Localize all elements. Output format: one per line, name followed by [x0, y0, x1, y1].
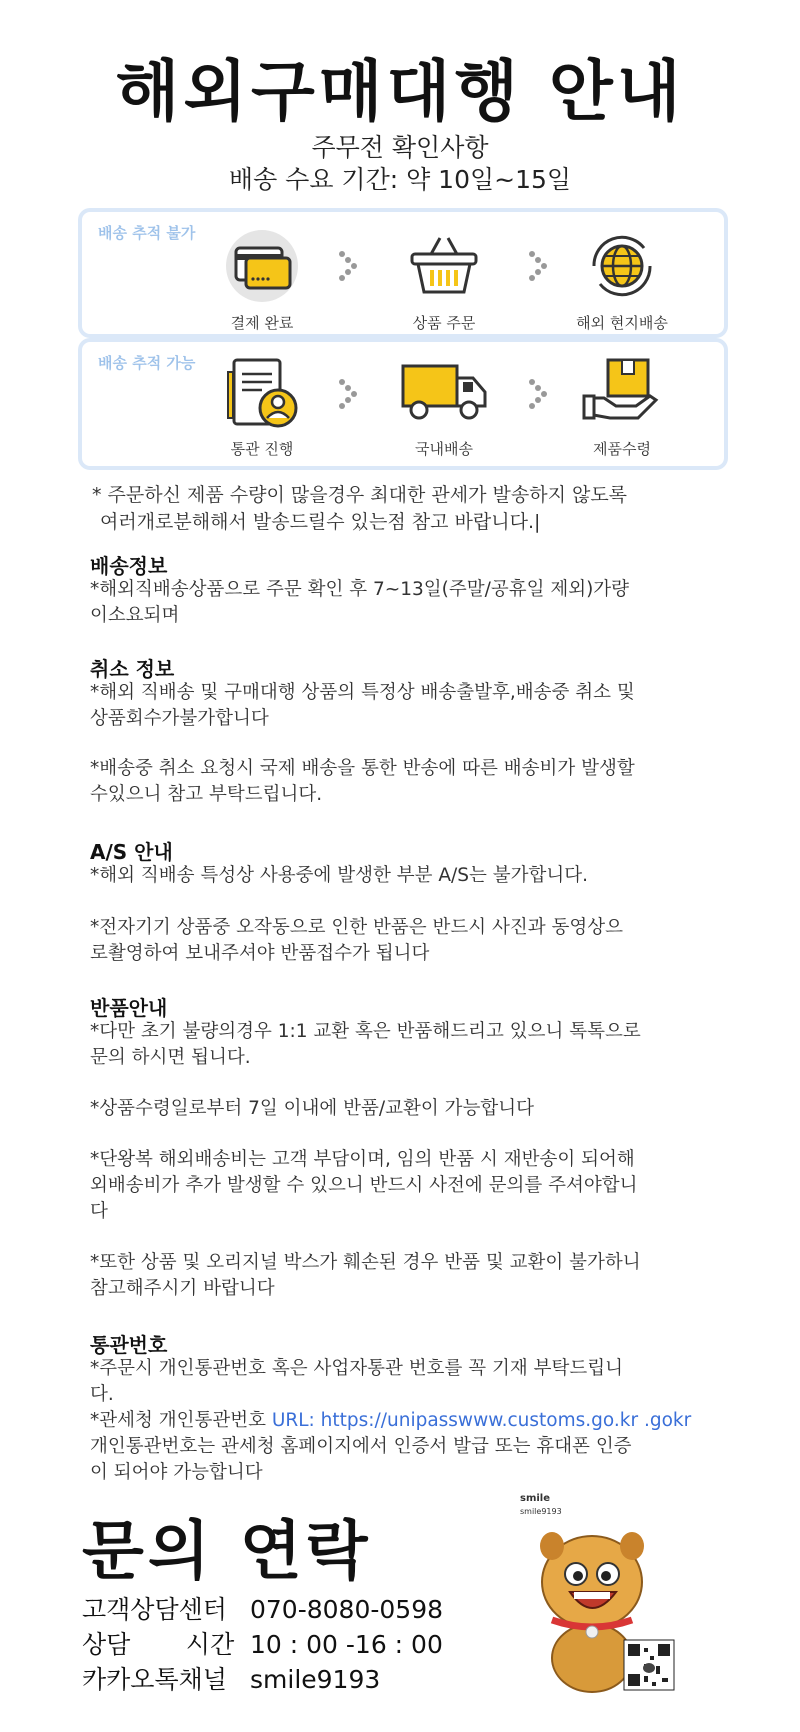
clipboard-person-icon — [222, 352, 302, 432]
process-box-untrackable — [78, 208, 728, 338]
text-line: 다 — [90, 1201, 108, 1222]
step-overseas-shipping — [552, 226, 692, 333]
step-label: 결제 완료 — [230, 314, 294, 332]
step-label: 해외 현지배송 — [576, 314, 668, 332]
text-line: *주문시 개인통관번호 혹은 사업자통관 번호를 꼭 기재 부탁드립니 — [90, 1358, 623, 1379]
contact-title: 문의 연락 — [82, 1515, 372, 1589]
returns-text-4 — [90, 1250, 720, 1302]
step-domestic-shipping — [374, 352, 514, 459]
as-text-2 — [90, 915, 720, 967]
section-title-shipping: 배송정보 — [90, 554, 168, 578]
step-label: 제품수령 — [593, 440, 651, 458]
step-payment — [192, 226, 332, 333]
contact-key: 상담 시간 — [82, 1630, 235, 1659]
customs-url-link[interactable]: URL: https://unipasswww.customs.go.kr .gokr — [271, 1410, 692, 1431]
step-label: 국내배송 — [415, 440, 473, 458]
text-line: *배송중 취소 요청시 국제 배송을 통한 반송에 따른 배송비가 발생할 — [90, 758, 635, 779]
text-line: 참고해주시기 바랍니다 — [90, 1278, 275, 1299]
mascot-character-image — [520, 1488, 720, 1698]
customs-url-line — [90, 1408, 720, 1434]
mascot-tag-name: smile — [520, 1493, 551, 1504]
basket-icon — [404, 226, 484, 306]
step-order — [374, 226, 514, 333]
customs-text — [90, 1356, 720, 1486]
text-line: *해외직배송상품으로 주문 확인 후 7~13일(주말/공휴일 제외)가량 — [90, 579, 630, 600]
quantity-notice — [92, 482, 712, 536]
text-line: *다만 초기 불량의경우 1:1 교환 혹은 반품해드리고 있으니 톡톡으로 — [90, 1021, 641, 1042]
chevron-right-icon — [524, 246, 554, 286]
text-line: 개인통관번호는 관세청 홈페이지에서 인증서 발급 또는 휴대폰 인증 — [90, 1436, 632, 1457]
notice-line: 여러개로분해해서 발송드릴수 있는점 참고 바랍니다.| — [100, 511, 541, 533]
contact-value: smile9193 — [250, 1665, 381, 1694]
contact-value: 070-8080-0598 — [250, 1595, 444, 1624]
step-label: 상품 주문 — [412, 314, 476, 332]
subtitle-check: 주무전 확인사항 — [311, 133, 489, 162]
text-line: *전자기기 상품중 오작동으로 인한 반품은 반드시 사진과 동영상으 — [90, 917, 623, 938]
box-hand-icon — [582, 352, 662, 432]
contact-row-hours — [82, 1625, 443, 1661]
contact-row-phone — [82, 1590, 443, 1626]
box-label-untrackable: 배송 추적 불가 — [98, 224, 196, 242]
shipping-text — [90, 577, 720, 629]
step-label: 통관 진행 — [230, 440, 294, 458]
box-label-trackable: 배송 추적 가능 — [98, 354, 196, 372]
step-receive — [552, 352, 692, 459]
mascot-tag-id: smile9193 — [520, 1507, 562, 1516]
text-line: *단왕복 해외배송비는 고객 부담이며, 임의 반품 시 재반송이 되어해 — [90, 1149, 635, 1170]
text-line: 이 되어야 가능합니다 — [90, 1462, 263, 1483]
text-line: 로촬영하여 보내주셔야 반품접수가 됩니다 — [90, 943, 430, 964]
contact-key: 고객상담센터 — [82, 1595, 227, 1624]
card-icon — [222, 226, 302, 306]
page-title: 해외구매대행 안내 — [115, 53, 685, 130]
contact-row-kakao — [82, 1660, 380, 1696]
text-line: *관세청 개인통관번호 — [90, 1410, 272, 1431]
returns-text-2: *상품수령일로부터 7일 이내에 반품/교환이 가능합니다 — [90, 1098, 534, 1119]
text-line: 다. — [90, 1384, 114, 1405]
cancel-text-1 — [90, 680, 720, 732]
text-line: *해외 직배송 및 구매대행 상품의 특정상 배송출발후,배송중 취소 및 — [90, 682, 635, 703]
contact-value: 10 : 00 -16 : 00 — [250, 1630, 443, 1659]
as-text-1: *해외 직배송 특성상 사용중에 발생한 부분 A/S는 불가합니다. — [90, 865, 588, 886]
cancel-text-2 — [90, 756, 720, 808]
subtitle-delivery-period: 배송 수요 기간: 약 10일~15일 — [228, 165, 572, 194]
truck-icon — [399, 352, 489, 432]
notice-line: * 주문하신 제품 수량이 많을경우 최대한 관세가 발송하지 않도록 — [92, 484, 628, 506]
globe-icon — [582, 226, 662, 306]
text-line: 문의 하시면 됩니다. — [90, 1047, 251, 1068]
section-title-returns: 반품안내 — [90, 996, 168, 1020]
contact-key: 카카오톡채널 — [82, 1665, 227, 1694]
step-customs — [192, 352, 332, 459]
chevron-right-icon — [524, 374, 554, 414]
text-line: 상품회수가불가합니다 — [90, 708, 269, 729]
section-title-customs: 통관번호 — [90, 1333, 168, 1357]
text-line: 수있으니 참고 부탁드립니다. — [90, 784, 323, 805]
chevron-right-icon — [334, 246, 364, 286]
returns-text-3 — [90, 1147, 720, 1225]
process-box-trackable — [78, 338, 728, 470]
text-line: 이소요되며 — [90, 605, 180, 626]
returns-text-1 — [90, 1019, 720, 1071]
text-line: 외배송비가 추가 발생할 수 있으니 반드시 사전에 문의를 주셔야합니 — [90, 1175, 638, 1196]
section-title-cancel: 취소 정보 — [90, 657, 175, 681]
section-title-as: A/S 안내 — [90, 840, 173, 864]
chevron-right-icon — [334, 374, 364, 414]
text-line: *또한 상품 및 오리지널 박스가 훼손된 경우 반품 및 교환이 불가하니 — [90, 1252, 641, 1273]
